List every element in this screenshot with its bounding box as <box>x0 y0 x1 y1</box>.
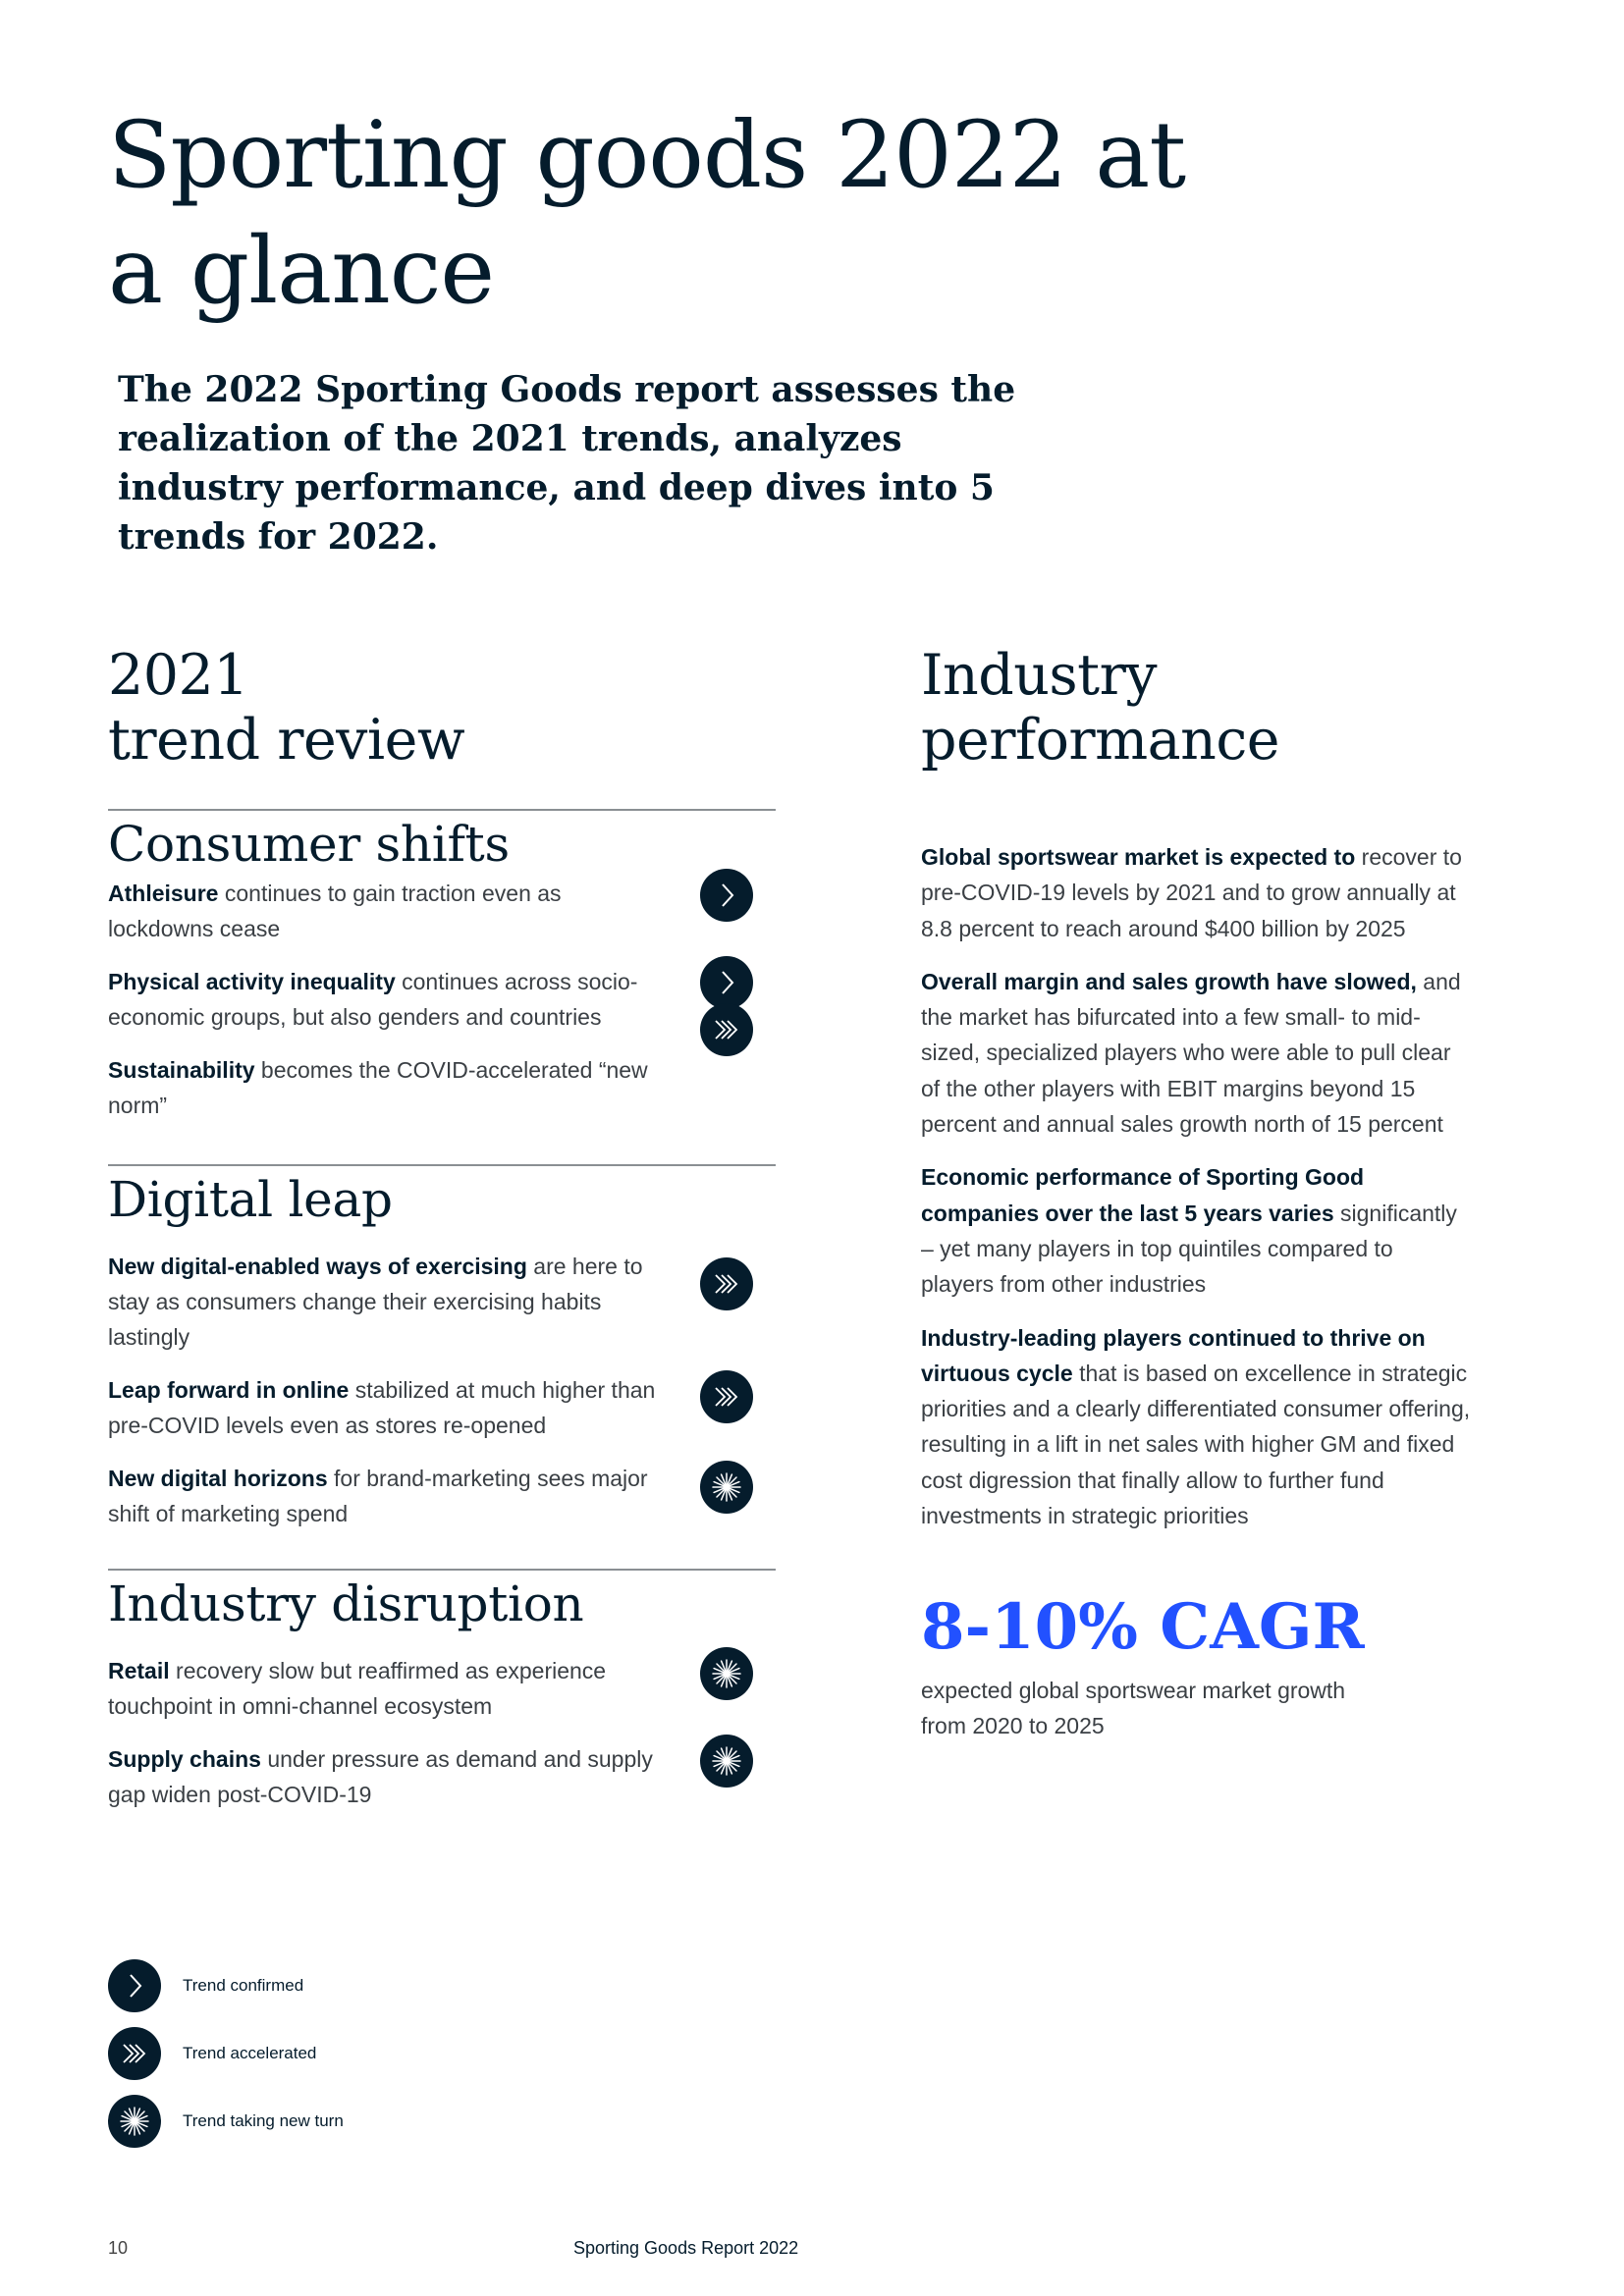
starburst-icon <box>700 1461 753 1514</box>
trend-item-supply-chains <box>108 1741 776 1812</box>
section-title: Consumer shifts <box>108 816 510 873</box>
triple-chevron-icon <box>700 1370 753 1423</box>
chevron-right-icon <box>700 956 753 1009</box>
performance-item-bold: Global sportswear market is expected to <box>921 844 1356 870</box>
section-title: Industry disruption <box>108 1575 584 1632</box>
industry-heading-line2: performance <box>921 708 1280 773</box>
page-title: Sporting goods 2022 at a glance <box>108 102 1186 325</box>
trend-review-heading-line2: trend review <box>108 708 465 773</box>
triple-chevron-icon <box>700 1003 753 1056</box>
performance-item-bold: Overall margin and sales growth have slowed, <box>921 968 1417 994</box>
section-consumer-shifts <box>108 809 776 1123</box>
section-title: Digital leap <box>108 1171 393 1228</box>
legend-label: Trend accelerated <box>183 2044 317 2062</box>
triple-chevron-icon <box>700 1257 753 1310</box>
performance-item-text: significantly – yet many players in top quintiles compared to players from other industries <box>921 1200 1457 1298</box>
trend-item-bold: New digital-enabled ways of exercising <box>108 1254 527 1279</box>
trend-item-sustainability <box>108 1052 776 1123</box>
trend-item-text: for brand-marketing sees major shift of marketing spend <box>108 1466 648 1526</box>
cagr-stat: 8-10% CAGR <box>921 1590 1365 1665</box>
trend-item-athleisure <box>108 876 776 946</box>
trend-item-retail <box>108 1653 776 1724</box>
trend-item-bold: Sustainability <box>108 1057 255 1083</box>
trend-review-column <box>108 643 776 1812</box>
performance-item <box>921 1320 1471 1534</box>
trend-item-bold: Physical activity inequality <box>108 969 396 994</box>
chevron-right-icon <box>108 1959 161 2012</box>
starburst-icon <box>700 1647 753 1700</box>
trend-item-text: continues to gain traction even as lockdowns cease <box>108 881 562 941</box>
trend-item-text: becomes the COVID-accelerated “new norm” <box>108 1057 648 1118</box>
performance-item-text: and the market has bifurcated into a few small- to mid-sized, specialized players who were able to pull clear of the other players with EBIT margins beyond 15 percent and annual sales growth north of 15 percent <box>921 968 1461 1138</box>
page-number: 10 <box>108 2238 129 2258</box>
trend-item-text: stabilized at much higher than pre-COVID levels even as stores re-opened <box>108 1377 656 1438</box>
performance-item <box>921 964 1471 1142</box>
industry-performance-heading <box>921 643 1471 773</box>
performance-item <box>921 1159 1471 1302</box>
trend-item-text: continues across socio-economic groups, but also genders and countries <box>108 969 638 1030</box>
trend-item-bold: Leap forward in online <box>108 1377 350 1403</box>
trend-item-text: under pressure as demand and supply gap widen post-COVID-19 <box>108 1746 653 1807</box>
industry-heading-line1: Industry <box>921 643 1158 708</box>
trend-item-physical-activity <box>108 964 776 1035</box>
industry-performance-column <box>921 643 1471 1743</box>
trend-item-text: are here to stay as consumers change their exercising habits lastingly <box>108 1254 643 1350</box>
legend-accelerated <box>108 2027 316 2080</box>
starburst-icon <box>700 1735 753 1788</box>
chevron-right-icon <box>700 869 753 922</box>
performance-item-text: that is based on excellence in strategic priorities and a clearly differentiated consumer offering, resulting in a lift in net sales with higher GM and fixed cost digression that finally allow to further fund investments in strategic priorities <box>921 1360 1471 1529</box>
cagr-caption: expected global sportswear market growth from 2020 to 2025 <box>921 1678 1346 1739</box>
section-digital-leap <box>108 1164 776 1531</box>
trend-item-online <box>108 1372 776 1443</box>
trend-item-text: recovery slow but reaffirmed as experience touchpoint in omni-channel ecosystem <box>108 1658 607 1719</box>
trend-item-digital-exercising <box>108 1249 776 1355</box>
intro-paragraph: The 2022 Sporting Goods report assesses the realization of the 2021 trends, analyzes industry performance, and deep dives into 5 trends for 2022. <box>118 369 1016 558</box>
performance-item <box>921 839 1471 946</box>
performance-item-text: recover to pre-COVID-19 levels by 2021 and to grow annually at 8.8 percent to reach around $400 billion by 2025 <box>921 844 1462 941</box>
legend-new-turn <box>108 2095 344 2148</box>
performance-item-bold: Industry-leading players continued to thrive on virtuous cycle <box>921 1324 1426 1386</box>
trend-item-bold: New digital horizons <box>108 1466 328 1491</box>
legend-confirmed <box>108 1959 303 2012</box>
trend-item-bold: Retail <box>108 1658 170 1683</box>
trend-item-digital-horizons <box>108 1461 776 1531</box>
legend-label: Trend confirmed <box>183 1976 304 1995</box>
trend-review-heading-line1: 2021 <box>108 643 249 708</box>
legend-label: Trend taking new turn <box>183 2111 344 2130</box>
trend-item-bold: Supply chains <box>108 1746 261 1772</box>
triple-chevron-icon <box>108 2027 161 2080</box>
starburst-icon <box>108 2095 161 2148</box>
footer-report-title: Sporting Goods Report 2022 <box>573 2238 799 2258</box>
performance-list <box>921 839 1471 1533</box>
trend-item-bold: Athleisure <box>108 881 219 906</box>
section-industry-disruption <box>108 1569 776 1812</box>
performance-item-bold: Economic performance of Sporting Good companies over the last 5 years varies <box>921 1164 1365 1226</box>
trend-review-heading <box>108 643 776 773</box>
